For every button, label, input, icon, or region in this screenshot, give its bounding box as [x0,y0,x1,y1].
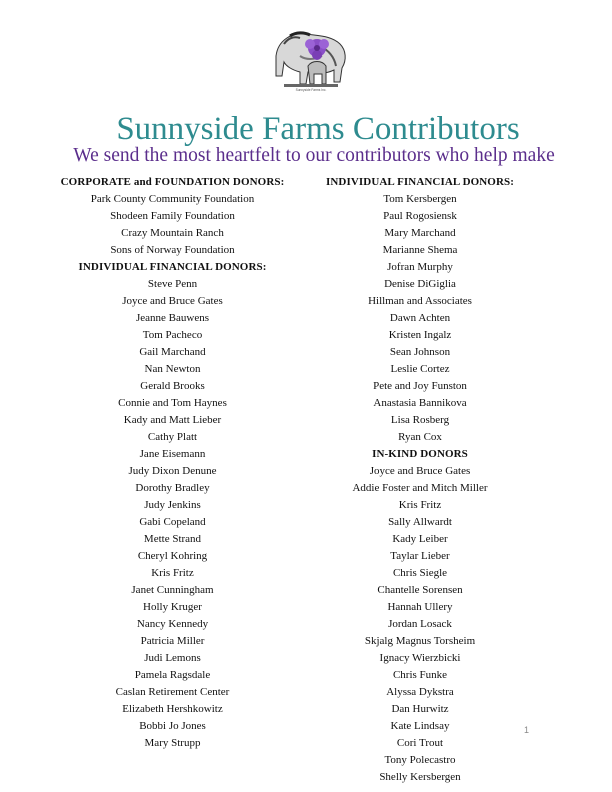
donor-name: Kady and Matt Lieber [123,414,222,426]
logo-caption: Sunnyside Farms Inc. [295,88,327,92]
donor-name: Chris Siegle [392,567,448,579]
donor-name: Pamela Ragsdale [134,669,211,681]
individual-donors-heading: INDIVIDUAL FINANCIAL DONORS: [326,176,514,188]
donor-name: Leslie Cortez [390,363,450,375]
page-title: Sunnyside Farms Contributors [116,111,520,147]
donor-name: Kate Lindsay [390,720,450,732]
donor-name: Judi Lemons [144,652,201,664]
individual-donors-heading: INDIVIDUAL FINANCIAL DONORS: [78,261,267,273]
donor-name: Pete and Joy Funston [373,380,467,392]
donor-name: Sean Johnson [389,346,451,358]
donor-name: Chris Funke [392,669,448,681]
donor-name: Jeanne Bauwens [135,312,209,324]
donor-name: Judy Dixon Denune [128,465,217,477]
donor-name: Taylar Lieber [390,550,450,562]
donor-name: Cheryl Kohring [137,550,208,562]
corporate-donors-heading: CORPORATE and FOUNDATION DONORS: [60,176,285,188]
donor-name: Gerald Brooks [140,380,205,392]
donor-name: Mette Strand [143,533,202,545]
donor-name: Shodeen Family Foundation [110,210,235,222]
donor-name: Park County Community Foundation [90,193,255,205]
donor-name: Dawn Achten [389,312,451,324]
donor-name: Joyce and Bruce Gates [122,295,223,307]
donor-name: Skjalg Magnus Torsheim [364,635,476,647]
donor-name: Kady Leiber [392,533,448,545]
donor-name: Lisa Rosberg [390,414,450,426]
donor-name: Shelly Kersbergen [379,771,461,783]
donor-name: Judy Jenkins [144,499,201,511]
donor-name: Denise DiGiglia [384,278,456,290]
right-donor-column [305,174,535,786]
donor-name: Sons of Norway Foundation [110,244,235,256]
donor-name: Joyce and Bruce Gates [369,465,471,477]
donor-name: Cathy Platt [147,431,198,443]
donor-name: Tom Pacheco [142,329,203,341]
page-subtitle: We send the most heartfelt to our contributors who help make [73,145,555,166]
donor-name: Connie and Tom Haynes [118,397,227,409]
donor-name: Crazy Mountain Ranch [121,227,224,239]
donor-name: Holly Kruger [143,601,202,613]
donor-name: Dan Hurwitz [391,703,449,715]
donor-name: Chantelle Sorensen [377,584,463,596]
left-donor-column [40,174,305,752]
donor-name: Gabi Copeland [139,516,206,528]
donor-name: Tony Polecastro [384,754,456,766]
donor-name: Bobbi Jo Jones [139,720,206,732]
donor-name: Nan Newton [144,363,201,375]
donor-name: Jofran Murphy [387,261,453,273]
donor-name: Elizabeth Hershkowitz [122,703,223,715]
donor-name: Kristen Ingalz [388,329,452,341]
donor-name: Ryan Cox [398,431,442,443]
donor-name: Patricia Miller [140,635,205,647]
page-number: 1 [524,725,530,735]
donor-name: Steve Penn [147,278,198,290]
donor-name: Alyssa Dykstra [386,686,454,698]
donor-name: Hillman and Associates [368,295,472,307]
donor-name: Tom Kersbergen [383,193,457,205]
donor-name: Jordan Losack [388,618,452,630]
donor-name: Hannah Ullery [387,601,453,613]
donor-name: Marianne Shema [382,244,458,256]
donor-name: Anastasia Bannikova [373,397,467,409]
donor-name: Sally Allwardt [388,516,452,528]
donor-name: Ignacy Wierzbicki [379,652,461,664]
donor-name: Jane Eisemann [139,448,206,460]
donor-name: Kris Fritz [398,499,442,511]
donor-name: Nancy Kennedy [136,618,209,630]
horse-logo-icon [270,26,352,92]
donor-name: Caslan Retirement Center [115,686,230,698]
donor-name: Paul Rogosiensk [383,210,457,222]
donor-name: Addie Foster and Mitch Miller [352,482,488,494]
donor-name: Gail Marchand [139,346,206,358]
inkind-donors-heading: IN-KIND DONORS [372,448,468,460]
donor-name: Dorothy Bradley [135,482,210,494]
donor-name: Mary Strupp [144,737,201,749]
donor-name: Cori Trout [396,737,444,749]
donor-name: Janet Cunningham [131,584,214,596]
donor-name: Mary Marchand [384,227,456,239]
donor-name: Kris Fritz [151,567,194,579]
